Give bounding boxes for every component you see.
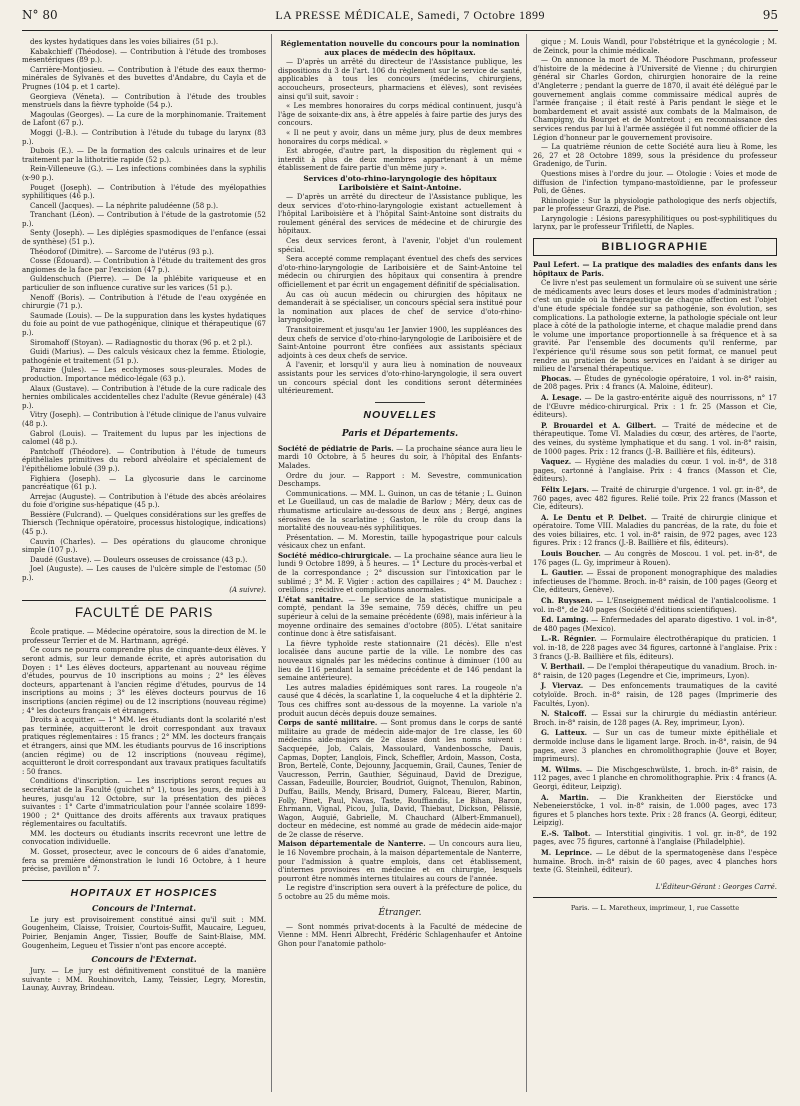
reglementation-heading: Réglementation nouvelle du concours pour la nomination aux places de médecin des hôpitaux. [280, 39, 520, 57]
a-suivre: (A suivre). [229, 585, 266, 594]
etat-para [278, 596, 522, 639]
these-item: Paraire (Jules). — Les ecchymoses sous-pleurales. Modes de production. Importance médico-légale (63 p.). [22, 366, 266, 383]
bibliography-entry [533, 422, 777, 456]
reglementation-paragraph: « Les membres honoraires du corps médical continuent, jusqu'à l'âge de soixante-dix ans, à être appelés à faire partie des jurys des concours. [278, 102, 522, 128]
these-item: des kystes hydatiques dans les voies biliaires (51 p.). [30, 38, 219, 46]
bibliography-entry [533, 830, 777, 847]
entry-text: — Traité de médecine et de thérapeutique. Tome VI. Maladies du cœur, des artères, de l'aorte, des veines, du système lymphatique et du sang. 1 vol. in-8° raisin, de 1000 pages. Prix : 12 francs (J.-B. Baillière et fils, éditeurs). [533, 421, 777, 456]
theses-list [22, 38, 266, 583]
entry-text: — Le début de la spermatogenèse dans l'espèce humaine. Broch. in-8° raisin de 60 pages, avec 4 planches hors texte (G. Steinheil, éditeur). [533, 849, 777, 875]
these-item: Magoulas (Georges). — La cure de la morphinomanie. Traitement de Lafont (67 p.). [22, 110, 266, 128]
news-paragraph: Rhinologie : Sur la physiologie pathologique des nerfs objectifs, par le professeur Grazzi, de Pise. [533, 196, 777, 214]
these-item: Tranchant (Léon). — Contribution à l'étude de la gastrotomie (52 p.). [22, 211, 266, 228]
bibliography-entry [533, 729, 777, 763]
editeur-gerant: L'Éditeur-Gérant : Georges Carré. [655, 882, 777, 891]
column-2 [278, 38, 522, 1092]
etat-text-0: — Le service de la statistique municipale a compté, pendant la 39e semaine, 759 décès, chiffre un peu supérieur à celui de la semaine précédente (698), mais inférieur à la moyenne ordinaire des semaines d'octobre (805). L'état sanitaire continue donc à être satisfaisant. [278, 595, 522, 639]
issue-number: N° 80 [22, 8, 58, 22]
these-item: Arrejac (Auguste). — Contribution à l'étude des abcès aréolaires du foie d'origine sus-hépatique (45 p.). [22, 492, 266, 510]
faculte-text [22, 628, 266, 874]
oto-paragraph: — D'après un arrêté du directeur de l'Assistance publique, les deux services d'oto-rhino-laryngologie existant actuellement à l'hôpital Lariboisière et à l'hôpital Saint-Antoine sont distraits du roulement général des services de médecine et de chirurgie des hôpitaux. [278, 193, 522, 236]
reglementation-paragraph: — D'après un arrêté du directeur de l'Assistance publique, les dispositions du 3 de l'art. 106 du règlement sur le service de santé, applicables à tous les concours (médecins, chirurgiens, accoucheurs, prosecteurs, pharmaciens et élèves), sont revisées ainsi qu'il suit, savoir : [278, 58, 522, 101]
corps-heading: Corps de santé militaire. [278, 718, 378, 728]
these-item: Kabakchieff (Théodose). — Contribution à l'étude des tromboses mésentériques (89 p.). [22, 47, 266, 65]
internat-text: Le jury est provisoirement constitué ainsi qu'il suit : MM. Gougenheim, Claisse, Troisier, Courtois-Suffit, Maucaire, Legueu, Poirier, Benjamin Anger, Tissier, Bouffe de Saint-Blaise, MM. Gougenheim, Legueu et Tissier n'ont pas encore accepté. [22, 915, 266, 950]
entry-text: — Traité de chirurgie clinique et opératoire. Tome VIII. Maladies du pancréas, de la rate, du foie et des voies biliaires, etc. 1 vol. in-8° raisin, de 972 pages, avec 123 figures. Prix : 12 francs (J.-B. Baillière et fils, éditeurs). [533, 513, 777, 548]
these-item: Senty (Joseph). — Les diplégies spasmodiques de l'enfance (essai de synthèse) (51 p.). [22, 229, 266, 247]
entry-author: Ed. Laming. [541, 615, 589, 625]
bibliography-entry [533, 458, 777, 484]
column-1 [22, 38, 266, 1092]
maison-para [278, 840, 522, 883]
entry-text: — Hygiène des maladies du cœur. 1 vol. in-8°, de 318 pages, cartonné à l'anglaise. Prix : 4 francs (Masson et Cie, éditeurs). [533, 458, 777, 484]
entry-author: A. Lesage. [541, 392, 582, 402]
these-item: Vitry (Joseph). — Contribution à l'étude clinique de l'anus vulvaire (48 p.). [22, 411, 266, 428]
these-item: Saumade (Louis). — De la suppuration dans les kystes hydatiques du foie au point de vue pathogénique, clinique et thérapeutique (67 p.). [22, 311, 266, 337]
oto-paragraph: Ces deux services feront, à l'avenir, l'objet d'un roulement spécial. [278, 237, 522, 254]
section-rule [22, 600, 266, 601]
entry-text: — Essai de proponent monographique des maladies infectieuses de l'homme. Broch. in-8° raisin, de 100 pages (Georg et Cie, éditeurs, Genève). [533, 569, 777, 595]
maison-text-0: — Un concours aura lieu, le 16 Novembre prochain, à la maison départementale de Nanterre, pour l'admission à quatre emplois, dans cet établissement, d'internes provisoires en médecine et en chirurgie, lesquels pourront être nommés internes titulaires au cours de l'année. [278, 840, 522, 883]
etranger-heading: Étranger. [378, 907, 422, 918]
reglementation-text [278, 58, 522, 173]
these-item: Bessière (Fulcrand). — Quelques considérations sur les greffes de Thiersch (Technique opératoire, processus histologique, indications) (45 p.). [22, 510, 266, 537]
entry-text: — De la gastro-entérite aiguë des nourrissons, n° 17 de l'Œuvre médico-chirurgical. Prix : 1 fr. 25 (Masson et Cie, éditeurs). [533, 393, 777, 420]
entry-text: — Interstitial gingivitis. 1 vol. gr. in-8°, de 192 pages, avec 75 figures, cartonné à l'anglaise (Philadelphie). [533, 829, 777, 847]
section-rule [22, 880, 266, 881]
these-item: Cancell (Jacques). — La néphrite paludéenne (58 p.). [30, 201, 219, 210]
these-item: Guldenschuch (Pierre). — De la phlébite variqueuse et en particulier de son influence curative sur les varices (51 p.). [22, 275, 266, 293]
corps-para [278, 719, 522, 839]
entry-author: Ch. Ruyssen. [541, 596, 593, 606]
entry-text: — Essai sur la chirurgie du médiastin antérieur. Broch. in-8° raisin, de 128 pages (A. Rey, imprimeur, Lyon). [533, 710, 777, 727]
journal-title: LA PRESSE MÉDICALE, Samedi, 7 Octobre 1899 [275, 8, 545, 22]
entry-text: — Enfermedades del aparato digestivo. 1 vol. in-8°, de 480 pages (Mexico). [533, 616, 777, 633]
entry-text: — Die Krankheiten der Eierstöcke und Nebeneierstöcke, 1 vol. in-8° raisin, de 1.000 pages, avec 173 figures et 5 planches hors texte. Prix : 28 francs (A. Georgi, éditeur, Leipzig). [533, 793, 777, 828]
bibliography-entry [533, 394, 777, 420]
pediatrie-para [278, 445, 522, 471]
etat-text-2: Les autres maladies épidémiques sont rares. La rougeole n'a causé que 4 décès, la scarlatine 1, la coqueluche 4 et la diphtérie 2. Tous ces chiffres sont au-dessous de la moyenne. La variole n'a produit aucun décès depuis douze semaines. [278, 683, 522, 718]
bibliography-entry [533, 849, 777, 875]
entry-text: — Traité de chirurgie d'urgence. 1 vol. gr. in-8°, de 760 pages, avec 482 figures. Relié toile. Prix 22 francs (Masson et Cie, éditeurs). [533, 485, 777, 512]
oto-paragraph: Au cas où aucun médecin ou chirurgien des hôpitaux ne demanderait à se spécialiser, un concours spécial sera institué pour la nomination aux places de chef de service d'oto-rhino-laryngologie. [278, 290, 522, 325]
these-item: Nenoff (Boris). — Contribution à l'étude de l'eau oxygénée en chirurgie (71 p.). [22, 293, 266, 311]
entry-author: P. Brouardel et A. Gilbert. [541, 420, 657, 430]
column-3-top-text [533, 38, 777, 232]
pediatrie-text-0: — La prochaine séance aura lieu le mardi 10 Octobre, à 5 heures du soir, à l'hôpital des Enfants-Malades. [278, 444, 522, 470]
news-paragraph: — La quatrième réunion de cette Société aura lieu à Rome, les 26, 27 et 28 Octobre 1899, sous la présidence du professeur Gradenigo, de Turin. [533, 143, 777, 169]
maison-text-1: Le registre d'inscription sera ouvert à la préfecture de police, du 5 octobre au 25 du même mois. [278, 884, 522, 902]
faculte-paragraph: Ce cours ne pourra comprendre plus de cinquante-deux élèves. Y seront admis, sur leur demande écrite, et après autorisation du Doyen : 1° Les élèves docteurs, appartenant au nouveau régime d'études, pourvus de 10 inscriptions au moins ; 2° les élèves docteurs, appartenant à l'ancien régime d'études, pourvus de 14 inscriptions au moins ; 3° les élèves docteurs pourvus de 16 inscriptions (ancien régime) ou de 12 inscriptions (nouveau régime) ; 4° les docteurs français et étrangers. [22, 646, 266, 715]
entry-author: J. Viervaz. [541, 681, 584, 691]
entry-author: M. Wilms. [541, 764, 583, 774]
entry-author: L. Gautier. [541, 568, 584, 578]
reglementation-paragraph: Est abrogée, d'autre part, la disposition du règlement qui « interdit à plus de deux membres appartenant à un même établissement de faire partie d'un même jury ». [278, 147, 522, 173]
internat-heading: Concours de l'Internat. [91, 902, 197, 913]
lefert-heading [533, 261, 777, 278]
entry-author: A. Martin. [541, 792, 589, 802]
faculte-paragraph: Droits à acquitter. — 1° MM. les étudiants dont la scolarité n'est pas terminée, acquitteront le droit correspondant aux travaux pratiques réglementaires : 15 francs ; 2° MM. les docteurs français et étrangers, ainsi que MM. les étudiants pourvus de 16 inscriptions (ancien régime) ou de 12 inscriptions (nouveau régime), acquitteront le droit correspondant aux travaux pratiques facultatifs : 50 francs. [22, 716, 266, 776]
bibliography-entry [533, 635, 777, 661]
faculte-paragraph: École pratique. — Médecine opératoire, sous la direction de M. le professeur Terrier et de M. Hartmann, agrégé. [22, 628, 266, 645]
bibliography-entry [533, 569, 777, 595]
entry-author: Vaquez. [541, 457, 572, 467]
section-rule [375, 402, 425, 403]
bibliography-entry [533, 550, 777, 567]
medico-para [278, 552, 522, 595]
bibliography-entry [533, 514, 777, 548]
bibliography-entry [533, 663, 777, 680]
paris-heading: Paris et Départements. [341, 428, 459, 439]
news-paragraph: Laryngologie : Lésions paresyphilitiques ou post-syphilitiques du larynx, par le professeur Trifiletti, de Naples. [533, 214, 777, 232]
entry-text: — Formulaire électrothérapique du praticien. 1 vol. in-18, de 228 pages avec 34 figures, cartonné à l'anglaise. Prix : 3 francs (J.-B. Baillière et fils, éditeurs). [533, 635, 777, 661]
these-item: Théodorof (Dimitre). — Sarcome de l'utérus (93 p.). [30, 247, 214, 256]
bibliography-entry [533, 710, 777, 727]
etat-text-1: La fièvre typhoïde reste stationnaire (21 décès). Elle n'est localisée dans aucune partie de la ville. Le nombre des cas nouveaux signalés par les médecins continue à diminuer (100 au lieu de 116 pendant la semaine précédente et de 146 pendant la semaine antérieure). [278, 639, 522, 683]
column-3 [533, 38, 777, 1092]
entry-author: G. Latteux. [541, 728, 588, 738]
faculte-paragraph: MM. les docteurs ou étudiants inscrits recevront une lettre de convocation individuelle. [22, 829, 266, 847]
entry-text: — Études de gynécologie opératoire, 1 vol. in-8° raisin, de 208 pages. Prix : 4 francs (A. Maloine, éditeur). [533, 374, 777, 392]
printer-imprint: Paris. — L. Maretheux, imprimeur, 1, rue Cassette [570, 903, 740, 912]
bibliographie-box [533, 238, 777, 256]
pediatrie-text-1: Ordre du jour. — Rapport : M. Sevestre, communication Deschamps. [278, 471, 522, 489]
entry-author: A. Le Dentu et P. Delbet. [541, 512, 647, 522]
entry-text: — Sur un cas de tumeur mixte épithéliale et dermoïde incluse dans le ligament large. Broch. in-8°, raisin, de 94 pages, avec 3 planches en chromolithographie (Jouve et Boyer, imprimeurs). [533, 729, 777, 764]
reglementation-paragraph: « Il ne peut y avoir, dans un même jury, plus de deux membres honoraires du corps médical. » [278, 128, 522, 146]
entry-author: N. Stalcoff. [541, 709, 587, 719]
faculte-title: FACULTÉ DE PARIS [74, 605, 214, 621]
page-header [22, 8, 778, 30]
entry-author: L.-R. Régnier. [541, 634, 597, 644]
these-item: Guidi (Marius). — Des calculs vésicaux chez la femme. Étiologie, pathogénie et traitement (51 p.). [22, 348, 266, 365]
news-paragraph: gique ; M. Louis Wandl, pour l'obstétrique et la gynécologie ; M. de Zeinck, pour la chimie médicale. [533, 38, 777, 55]
entry-author: V. Berthail. [541, 662, 585, 672]
etat-heading: L'état sanitaire. [278, 594, 344, 604]
oto-heading: Services d'oto-rhino-laryngologie des hôpitaux Lariboisière et Saint-Antoine. [303, 173, 497, 192]
these-item: Dubois (E.). — De la formation des calculs urinaires et de leur traitement par la lithotritie rapide (52 p.). [22, 147, 266, 164]
these-item: Cauvin (Charles). — Des opérations du glaucome chronique simple (107 p.). [22, 537, 266, 555]
news-paragraph: Questions mises à l'ordre du jour. — Otologie : Voies et mode de diffusion de l'infection tympano-mastoïdienne, par le professeur Poli, de Gênes. [533, 169, 777, 196]
bibliography-entry [533, 766, 777, 792]
nouvelles-title: NOUVELLES [363, 408, 437, 421]
entry-author: Félix Lejars. [541, 484, 589, 494]
bibliography-entry [533, 794, 777, 828]
column-rule [526, 34, 527, 1092]
these-item: Alaux (Gustave). — Contribution à l'étude de la cure radicale des hernies ombilicales accidentelles chez l'adulte (Revue générale) (43 p.). [22, 384, 266, 410]
these-item: Georgieva (Véneta). — Contribution à l'étude des troubles menstruels dans la fièvre typhoïde (54 p.). [22, 92, 266, 110]
lefert-heading-text: Paul Lefert. — La pratique des maladies des enfants dans les hôpitaux de Paris. [533, 260, 777, 278]
entry-author: Louis Boucher. [541, 549, 601, 559]
these-item: Carrière-Montjosieu. — Contribution à l'étude des eaux thermo-minérales de Sylvanès et des buvettes d'Andabre, du Cayla et de Prugnes (104 p. et 1 carte). [22, 65, 266, 91]
externat-heading: Concours de l'Externat. [91, 954, 197, 965]
these-item: Siromahoff (Stoyan). — Radiagnostic du thorax (96 p. et 2 pl.). [30, 338, 253, 347]
pediatrie-heading: Société de pédiatrie de Paris. [278, 443, 394, 453]
these-item: Cosse (Édouard). — Contribution à l'étude du traitement des gros angiomes de la face par l'excision (47 p.). [22, 257, 266, 274]
entry-text: — Des enfoncements traumatiques de la cavité cotyloïde. Broch. in-8° raisin, de 128 pages (Imprimerie des Facultés, Lyon). [533, 682, 777, 708]
entry-author: M. Leprince. [541, 848, 593, 858]
these-item: Rein-Villeneuve (G.). — Les infections combinées dans la syphilis (x-90 p.). [22, 165, 266, 182]
hopitaux-title: HOPITAUX ET HOSPICES [70, 886, 218, 899]
bibliographie-title: BIBLIOGRAPHIE [601, 241, 709, 254]
entry-author: Phocas. [541, 373, 572, 383]
entry-text: — Die Mischgeschwülste, 1. broch. in-8° raisin, de 112 pages, avec 1 planche en chromolithographie. Prix : 4 francs (A. Georgi, éditeur, Leipzig). [533, 765, 777, 791]
these-item: Fighiera (Joseph). — La glycosurie dans le carcinome pancréatique (61 p.). [22, 474, 266, 492]
bibliography-entry [533, 375, 777, 392]
oto-paragraph: A l'avenir, et lorsqu'il y aura lieu à nomination de nouveaux assistants pour les services d'oto-rhino-laryngologie, il sera ouvert un concours spécial dont les conditions seront déterminées ultérieurement. [278, 361, 522, 396]
oto-paragraph: Transitoirement et jusqu'au 1er Janvier 1900, les suppléances des deux chefs de service d'oto-rhino-laryngologie de Lariboisière et de Saint-Antoine pourront être confiées aux assistants spéciaux adjoints à ces deux chefs de service. [278, 326, 522, 360]
these-item: Pouget (Joseph). — Contribution à l'étude des myélopathies syphilitiques (46 p.). [22, 183, 266, 201]
bibliography-entry [533, 597, 777, 614]
lefert-text: Ce livre n'est pas seulement un formulaire où se suivent une série de médicaments avec leurs doses et leurs modes d'administration ; c'est un guide où la thérapeutique de chaque affection est l'objet d'une étude spéciale fondée sur sa pathogénie, son évolution, ses complications. La pathologie externe, la pathologie spéciale ont leur place à côté de la pathologie interne, et chaque maladie prend dans le volume une importance proportionnelle à sa fréquence et à sa gravité. Par l'ensemble des documents qu'il renferme, par l'expérience qu'il résume sous son petit format, ce manuel peut rendre au praticien de bons services en l'aidant à se diriger au milieu de l'arsenal thérapeutique. [533, 279, 777, 374]
these-item: Gabrol (Louis). — Traitement du lupus par les injections de calomel (48 p.). [22, 429, 266, 447]
bibliography-entries [533, 375, 777, 875]
column-rule [271, 34, 272, 1092]
bibliography-entry [533, 682, 777, 708]
entry-text: — Au congrès de Moscou. 1 vol. pet. in-8°, de 176 pages (L. Gy, imprimeur à Rouen). [533, 550, 777, 567]
bibliography-entry [533, 486, 777, 512]
pediatrie-text-2: Communications. — MM. L. Guinon, un cas de tétanie ; L. Guinon et Le Gueillaud, un cas de maladie de Barlow ; Méry, deux cas de rhumatisme articulaire au-dessous de deux ans ; Bergé, angines sérosives de la scarlatine ; Gaston, le rôle du croup dans la mortalité des nouveau-nés syphilitiques. [278, 489, 522, 533]
header-rule [22, 30, 778, 31]
oto-text [278, 193, 522, 396]
medico-heading: Société médico-chirurgicale. [278, 550, 392, 560]
medico-text: — La prochaine séance aura lieu le lundi 9 Octobre 1899, à 5 heures. — 1° Lecture du procès-verbal et de la correspondance ; 2° discussion sur l'intoxication par le sublimé ; 3° M. F. Vigier : action des capillaires ; 4° M. Dauchez : oreillons ; récidive et complications anormales. [278, 551, 522, 595]
maison-heading: Maison départementale de Nanterre. [278, 839, 426, 849]
entry-text: — De l'emploi thérapeutique du vanadium. Broch. in-8° raisin, de 120 pages (Legendre et Cie, imprimeurs, Lyon). [533, 663, 777, 680]
etranger-text: — Sont nommés privat-docents à la Faculté de médecine de Vienne : MM. Henri Albrecht, Frédéric Schlagenhaufer et Antoine Ghon pour l'anatomie patholo- [278, 922, 522, 948]
these-item: Daudé (Gustave). — Douleurs osseuses de croissance (43 p.). [30, 555, 248, 564]
faculte-paragraph: M. Gosset, prosecteur, avec le concours de 6 aides d'anatomie, fera sa première démonstration le lundi 16 Octobre, à 1 heure précise, pavillon n° 7. [22, 848, 266, 874]
pediatrie-text-3: Présentation. — M. Morestin, taille hypogastrique pour calculs vésicaux chez un enfant. [278, 533, 522, 551]
footer-rule [533, 897, 777, 898]
oto-paragraph: Sera accepté comme remplaçant éventuel des chefs des services d'oto-rhino-laryngologie de Lariboisière et de Saint-Antoine tel médecin ou chirurgien des hôpitaux qui consentira à prendre officiellement et par écrit un engagement définitif de spécialisation. [278, 255, 522, 290]
bibliography-entry [533, 616, 777, 633]
news-paragraph: — On annonce la mort de M. Théodore Puschmann, professeur d'histoire de la médecine à l'Université de Vienne ; du chirurgien général sir Charles Gordon, chirurgien honoraire de la reine d'Angleterre ; pendant la guerre de 1870, il avait été délégué par le gouvernement anglais comme commissaire médical auprès de l'armée française ; il était resté à Paris pendant le siège et le bombardement et avait assisté aux combats de la Malmaison, de Champigny, du Bourget et de Montretout ; en reconnaissance des services rendus par lui à l'armée assiégée il fut nommé officier de la Légion d'honneur par le gouvernement provisoire. [533, 56, 777, 142]
externat-text: Jury. — Le jury est définitivement constitué de la manière suivante : MM. Rouhinovitch, Lamy, Teissier, Legry, Morestin, Launay, Auvray, Brindeau. [22, 967, 266, 993]
entry-text: — L'Enseignement médical de l'antialcoolisme. 1 vol. in-8°, de 240 pages (Société d'éditions scientifiques). [533, 597, 777, 614]
entry-author: E.-S. Talbot. [541, 828, 591, 838]
these-item: Pantchoff (Théodore). — Contribution à l'étude de tumeurs épithéliales primitives du rebord alvéolaire et spécialement de l'épithéliome lobulé (39 p.). [22, 447, 266, 473]
faculte-paragraph: Conditions d'inscription. — Les inscriptions seront reçues au secrétariat de la Faculté (guichet n° 1), tous les jours, de midi à 3 heures, jusqu'au 12 Octobre, sur la présentation des pièces suivantes : 1° Carte d'immatriculation pour l'année scolaire 1899-1900 ; 2° Quittance des droits afférents aux travaux pratiques réglementaires ou facultatifs. [22, 777, 266, 829]
corps-text: — Sont promus dans le corps de santé militaire au grade de médecin aide-major de 1re classe, les 60 médecins aide-majors de 2e classe dont les noms suivent : Sacquepée, Job, Calais, Massoulard, Vandenbossche, Dauis, Capmas, Dopter, Langlois, Finck, Scheffler, Ardoin, Masson, Costa, Bron, Bertelé, Conte, Dejounny, Jacquemin, Grail, Caunes, Tenier de Vaucresson, Perrin, Gauthier, Séguinaud, David de Drezigue, Cassan, Fadeuille, Bourcier, Boudriot, Guignot, Thenulon, Rabinon, Duffau, Baills, Mendy, Brisard, Dumery, Falceau, Bierer, Martin, Folly, Pinet, Paul, Navas, Taste, Rouffiandis, Le Bihan, Baron, Ehrmann, Vignal, Picou, Julia, David, Thiebaut, Dickson, Pélissié, Wagon, Auguié, Gabrielle, M. Chauchard (Albert-Emmanuel), docteur en médecine, est nommé au grade de médecin aide-major de 2e classe de réserve. [278, 719, 522, 839]
these-item: Joel (Auguste). — Les causes de l'ulcère simple de l'estomac (50 p.). [22, 565, 266, 583]
these-item: Moggi (J.-B.). — Contribution à l'étude du tubage du larynx (83 p.). [22, 128, 266, 146]
page-number: 95 [762, 8, 778, 22]
